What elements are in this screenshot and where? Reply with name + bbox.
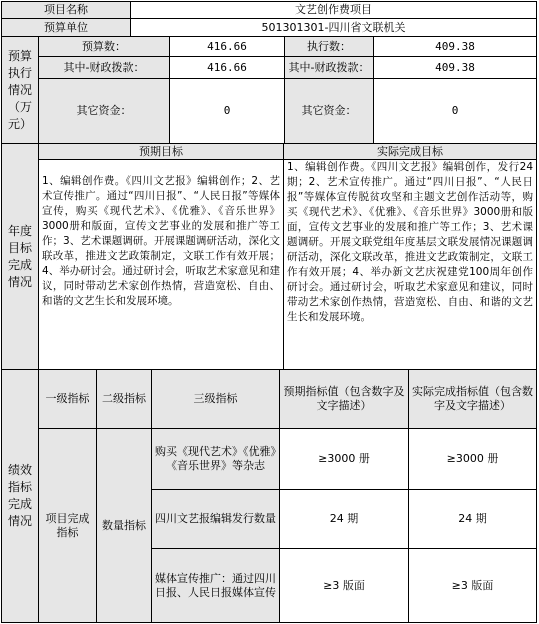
budget-amount-value: 416.66 [207,39,247,53]
indicator-row-2-expected: 24 期 [329,512,359,525]
expected-goal-text: 1、编辑创作费。《四川文艺报》编辑创作；2、艺术宣传推广。通过“四川日报”、“人民日报”等媒体宣传，购买《现代艺术》、《优雅》、《音乐世界》3000册和版面，宣传文艺事业的发展和推广等工作；3、艺术课题调研。开展课题调研活动，深化文联改革，推进文艺政策制定，文联工作有效开展；4、举办研讨会。通过研讨会，听取艺术家意见和建议，同时带动艺术家创作热情，营造宽松、自由、和谐的文艺生长和发展环境。 [42,175,280,307]
budget-unit-value: 501301301-四川省文联机关 [261,20,406,34]
level1-indicator-value: 项目完成指标 [45,511,90,539]
other-budget-value: 0 [223,104,231,117]
indicator-row-2-name: 四川文艺报编辑发行数量 [155,512,276,525]
executed-label: 执行数： [307,39,351,53]
indicator-row-3-actual: ≥3 版面 [451,578,494,592]
indicator-row-1-expected: ≥3000 册 [318,452,370,465]
fiscal-executed-value: 409.38 [435,60,475,74]
other-executed-value: 0 [451,104,459,117]
indicator-row-2-actual: 24 期 [458,512,487,525]
indicator-row-3-expected: ≥3 版面 [323,578,365,592]
performance-section-label: 绩效指标完成情况 [7,463,32,528]
col-header-level2: 二级指标 [102,392,146,405]
indicator-row-1-actual: ≥3000 册 [446,452,499,465]
actual-goal-header: 实际完成目标 [377,144,443,158]
other-executed-label: 其它资金： [301,104,357,117]
indicator-row-3-name: 媒体宣传推广：通过四川日报、人民日报媒体宣传 [155,571,276,599]
col-header-actual: 实际完成指标值（包含数字及文字描述） [412,385,533,412]
actual-goal-text: 1、编辑创作费。《四川文艺报》编辑创作，发行24期；2、艺术宣传推广。通过“四川日报”、“人民日报”等媒体宣传脱贫攻坚和主题文艺创作活动等，购买《现代艺术》、《优雅》、《音乐世界》3000册和版面，宣传文艺事业的发展和推广等工作；3、艺术课题调研。开展文联党组年度基层文联发展情况课题调研活动，深化文联改革，推进文艺政策制定，文联工作有效开展；4、举办新文艺庆祝建党100周年创作研讨会。通过研讨会，听取艺术家意见和建议，同时带动艺术家创作热情，营造宽松、自由、和谐的文艺生长和发展环境。 [287,161,533,323]
budget-unit-label: 预算单位 [44,20,88,34]
other-budget-label: 其它资金： [76,104,132,117]
fiscal-budget-label: 其中-财政拨款： [63,60,145,74]
budget-section-label: 预算执行情况（万元） [7,48,32,131]
col-header-level1: 一级指标 [45,392,90,405]
project-name-label: 项目名称 [44,3,88,16]
goals-section-label: 年度目标完成情况 [7,223,32,289]
fiscal-budget-value: 416.66 [207,60,247,74]
budget-amount-label: 预算数： [82,39,126,53]
project-name-value: 文艺创作费项目 [295,3,372,16]
col-header-expected: 预期指标值（包含数字及文字描述） [283,385,405,412]
col-header-level3: 三级指标 [193,392,238,405]
level2-indicator-value: 数量指标 [102,518,146,532]
executed-value: 409.38 [435,39,475,53]
indicator-row-1-name: 购买《现代艺术》《优雅》《音乐世界》等杂志 [155,445,276,472]
fiscal-executed-label: 其中-财政拨款： [288,60,370,74]
expected-goal-header: 预期目标 [139,144,183,158]
